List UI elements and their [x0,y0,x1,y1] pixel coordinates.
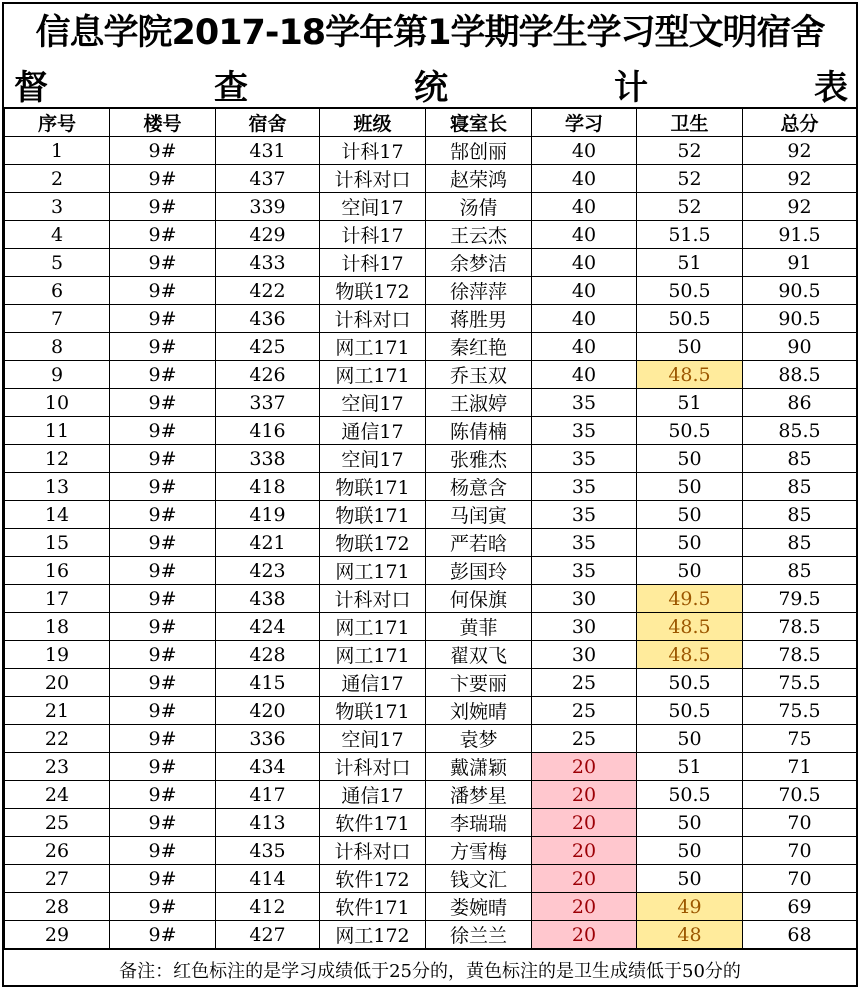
cell-class[interactable]: 物联171 [320,697,426,725]
cell-total[interactable]: 92 [743,165,857,193]
cell-study[interactable]: 35 [532,417,637,445]
cell-hygiene[interactable]: 48.5 [637,613,743,641]
table-row [5,809,857,837]
cell-index[interactable]: 27 [5,865,110,893]
cell-index[interactable]: 6 [5,277,110,305]
cell-dorm[interactable]: 423 [216,557,320,585]
cell-index[interactable]: 3 [5,193,110,221]
cell-leader[interactable]: 潘梦星 [426,781,532,809]
cell-study[interactable]: 35 [532,473,637,501]
cell-building[interactable]: 9# [110,865,216,893]
cell-total[interactable]: 70 [743,865,857,893]
cell-building[interactable]: 9# [110,893,216,921]
cell-study[interactable]: 35 [532,445,637,473]
table-row [5,529,857,557]
cell-class[interactable]: 软件171 [320,893,426,921]
cell-class[interactable]: 网工171 [320,641,426,669]
cell-index[interactable]: 19 [5,641,110,669]
header-cell-index[interactable]: 序号 [5,108,110,137]
cell-building[interactable]: 9# [110,529,216,557]
cell-class[interactable]: 物联171 [320,501,426,529]
cell-dorm[interactable]: 424 [216,613,320,641]
cell-class[interactable]: 计科17 [320,249,426,277]
cell-dorm[interactable]: 339 [216,193,320,221]
cell-study[interactable]: 20 [532,865,637,893]
cell-total[interactable]: 86 [743,389,857,417]
cell-class[interactable]: 空间17 [320,389,426,417]
cell-class[interactable]: 计科对口 [320,585,426,613]
cell-dorm[interactable]: 413 [216,809,320,837]
cell-building[interactable]: 9# [110,725,216,753]
cell-hygiene[interactable]: 52 [637,137,743,165]
cell-total[interactable]: 85 [743,501,857,529]
table-row [5,249,857,277]
cell-building[interactable]: 9# [110,641,216,669]
cell-hygiene[interactable]: 51 [637,389,743,417]
cell-index[interactable]: 13 [5,473,110,501]
cell-dorm[interactable]: 414 [216,865,320,893]
cell-study[interactable]: 30 [532,641,637,669]
cell-leader[interactable]: 娄婉晴 [426,893,532,921]
cell-leader[interactable]: 杨意含 [426,473,532,501]
cell-total[interactable]: 92 [743,137,857,165]
cell-study[interactable]: 40 [532,137,637,165]
cell-leader[interactable]: 徐兰兰 [426,921,532,949]
cell-study[interactable]: 25 [532,669,637,697]
cell-dorm[interactable]: 427 [216,921,320,949]
cell-class[interactable]: 计科对口 [320,305,426,333]
cell-building[interactable]: 9# [110,389,216,417]
cell-dorm[interactable]: 431 [216,137,320,165]
cell-total[interactable]: 71 [743,753,857,781]
cell-total[interactable]: 91.5 [743,221,857,249]
cell-hygiene[interactable]: 48 [637,921,743,949]
cell-building[interactable]: 9# [110,557,216,585]
cell-hygiene[interactable]: 52 [637,193,743,221]
cell-total[interactable]: 90.5 [743,277,857,305]
cell-index[interactable]: 16 [5,557,110,585]
cell-class[interactable]: 计科对口 [320,753,426,781]
cell-total[interactable]: 75 [743,725,857,753]
cell-class[interactable]: 软件171 [320,809,426,837]
cell-index[interactable]: 22 [5,725,110,753]
cell-building[interactable]: 9# [110,473,216,501]
cell-total[interactable]: 92 [743,193,857,221]
cell-study[interactable]: 30 [532,585,637,613]
cell-building[interactable]: 9# [110,501,216,529]
table-row [5,697,857,725]
cell-building[interactable]: 9# [110,669,216,697]
cell-index[interactable]: 1 [5,137,110,165]
cell-class[interactable]: 空间17 [320,193,426,221]
table-row [5,585,857,613]
cell-class[interactable]: 空间17 [320,445,426,473]
cell-total[interactable]: 75.5 [743,669,857,697]
cell-study[interactable]: 35 [532,529,637,557]
cell-hygiene[interactable]: 50 [637,809,743,837]
cell-total[interactable]: 85.5 [743,417,857,445]
cell-index[interactable]: 5 [5,249,110,277]
cell-study[interactable]: 25 [532,697,637,725]
cell-hygiene[interactable]: 51 [637,753,743,781]
cell-hygiene[interactable]: 50 [637,837,743,865]
cell-dorm[interactable]: 437 [216,165,320,193]
cell-hygiene[interactable]: 48.5 [637,641,743,669]
cell-class[interactable]: 网工171 [320,613,426,641]
cell-class[interactable]: 物联171 [320,473,426,501]
cell-total[interactable]: 78.5 [743,641,857,669]
cell-class[interactable]: 计科17 [320,221,426,249]
cell-leader[interactable]: 戴潇颖 [426,753,532,781]
cell-building[interactable]: 9# [110,417,216,445]
cell-building[interactable]: 9# [110,165,216,193]
cell-class[interactable]: 通信17 [320,669,426,697]
cell-leader[interactable]: 钱文汇 [426,865,532,893]
subtitle-char: 统 [414,68,448,108]
cell-leader[interactable]: 何保旗 [426,585,532,613]
cell-index[interactable]: 14 [5,501,110,529]
cell-dorm[interactable]: 426 [216,361,320,389]
cell-building[interactable]: 9# [110,921,216,949]
cell-hygiene[interactable]: 50 [637,501,743,529]
table-row [5,221,857,249]
table-row [5,445,857,473]
table-row [5,865,857,893]
cell-study[interactable]: 25 [532,725,637,753]
cell-study[interactable]: 35 [532,389,637,417]
cell-leader[interactable]: 陈倩楠 [426,417,532,445]
cell-dorm[interactable]: 420 [216,697,320,725]
cell-class[interactable]: 空间17 [320,725,426,753]
cell-hygiene[interactable]: 50 [637,333,743,361]
cell-hygiene[interactable]: 50 [637,529,743,557]
cell-total[interactable]: 70 [743,837,857,865]
cell-dorm[interactable]: 428 [216,641,320,669]
cell-leader[interactable]: 蒋胜男 [426,305,532,333]
cell-hygiene[interactable]: 49 [637,893,743,921]
cell-leader[interactable]: 郜创丽 [426,137,532,165]
dorm-score-table [4,107,857,949]
cell-hygiene[interactable]: 50.5 [637,277,743,305]
cell-dorm[interactable]: 438 [216,585,320,613]
cell-class[interactable]: 通信17 [320,417,426,445]
table-body [5,137,857,949]
cell-building[interactable]: 9# [110,781,216,809]
cell-dorm[interactable]: 412 [216,893,320,921]
table-row [5,361,857,389]
cell-index[interactable]: 8 [5,333,110,361]
cell-total[interactable]: 70.5 [743,781,857,809]
cell-leader[interactable]: 方雪梅 [426,837,532,865]
cell-study[interactable]: 20 [532,893,637,921]
cell-class[interactable]: 计科对口 [320,837,426,865]
cell-hygiene[interactable]: 50.5 [637,697,743,725]
header-cell-leader[interactable]: 寝室长 [426,108,532,137]
cell-building[interactable]: 9# [110,333,216,361]
cell-leader[interactable]: 马闰寅 [426,501,532,529]
cell-total[interactable]: 78.5 [743,613,857,641]
table-row [5,333,857,361]
cell-building[interactable]: 9# [110,137,216,165]
cell-study[interactable]: 20 [532,837,637,865]
header-row [5,108,857,137]
cell-total[interactable]: 85 [743,557,857,585]
cell-total[interactable]: 69 [743,893,857,921]
cell-index[interactable]: 9 [5,361,110,389]
cell-dorm[interactable]: 422 [216,277,320,305]
header-cell-dorm[interactable]: 宿舍 [216,108,320,137]
cell-study[interactable]: 20 [532,809,637,837]
spreadsheet [2,2,858,987]
table-row [5,389,857,417]
table-row [5,725,857,753]
cell-index[interactable]: 4 [5,221,110,249]
cell-dorm[interactable]: 421 [216,529,320,557]
cell-study[interactable]: 40 [532,221,637,249]
cell-dorm[interactable]: 435 [216,837,320,865]
table-row [5,473,857,501]
cell-hygiene[interactable]: 50 [637,725,743,753]
table-row [5,165,857,193]
cell-hygiene[interactable]: 50.5 [637,305,743,333]
subtitle-char: 督 [14,68,48,108]
cell-leader[interactable]: 乔玉双 [426,361,532,389]
cell-index[interactable]: 20 [5,669,110,697]
cell-leader[interactable]: 徐萍萍 [426,277,532,305]
page-title: 信息学院2017-18学年第1学期学生学习型文明宿舍 [35,13,825,53]
cell-building[interactable]: 9# [110,697,216,725]
cell-leader[interactable]: 秦红艳 [426,333,532,361]
subtitle-char: 查 [214,68,248,108]
cell-hygiene[interactable]: 50.5 [637,669,743,697]
cell-index[interactable]: 12 [5,445,110,473]
cell-study[interactable]: 35 [532,501,637,529]
cell-total[interactable]: 85 [743,529,857,557]
cell-study[interactable]: 20 [532,781,637,809]
cell-leader[interactable]: 严若晗 [426,529,532,557]
cell-leader[interactable]: 王淑婷 [426,389,532,417]
cell-total[interactable]: 88.5 [743,361,857,389]
cell-total[interactable]: 68 [743,921,857,949]
cell-dorm[interactable]: 417 [216,781,320,809]
cell-hygiene[interactable]: 50 [637,865,743,893]
cell-class[interactable]: 计科17 [320,137,426,165]
cell-study[interactable]: 30 [532,613,637,641]
table-row [5,277,857,305]
cell-building[interactable]: 9# [110,585,216,613]
cell-leader[interactable]: 卞要丽 [426,669,532,697]
cell-hygiene[interactable]: 50.5 [637,781,743,809]
table-row [5,641,857,669]
cell-hygiene[interactable]: 48.5 [637,361,743,389]
cell-study[interactable]: 20 [532,753,637,781]
cell-dorm[interactable]: 415 [216,669,320,697]
cell-index[interactable]: 24 [5,781,110,809]
cell-class[interactable]: 网工171 [320,361,426,389]
cell-building[interactable]: 9# [110,249,216,277]
cell-leader[interactable]: 袁梦 [426,725,532,753]
cell-total[interactable]: 85 [743,445,857,473]
table-row [5,837,857,865]
cell-building[interactable]: 9# [110,305,216,333]
header-cell-hygiene[interactable]: 卫生 [637,108,743,137]
cell-leader[interactable]: 翟双飞 [426,641,532,669]
cell-leader[interactable]: 汤倩 [426,193,532,221]
cell-hygiene[interactable]: 51 [637,249,743,277]
cell-class[interactable]: 软件172 [320,865,426,893]
cell-hygiene[interactable]: 50.5 [637,417,743,445]
cell-hygiene[interactable]: 49.5 [637,585,743,613]
cell-dorm[interactable]: 433 [216,249,320,277]
cell-building[interactable]: 9# [110,193,216,221]
cell-class[interactable]: 物联172 [320,277,426,305]
cell-leader[interactable]: 黄菲 [426,613,532,641]
cell-leader[interactable]: 张雅杰 [426,445,532,473]
cell-dorm[interactable]: 337 [216,389,320,417]
table-row [5,501,857,529]
table-row [5,417,857,445]
cell-index[interactable]: 26 [5,837,110,865]
cell-total[interactable]: 70 [743,809,857,837]
cell-building[interactable]: 9# [110,221,216,249]
subtitle-char: 计 [614,68,648,108]
table-row [5,557,857,585]
cell-leader[interactable]: 刘婉晴 [426,697,532,725]
cell-class[interactable]: 网工171 [320,557,426,585]
table-row [5,781,857,809]
cell-leader[interactable]: 李瑞瑞 [426,809,532,837]
cell-study[interactable]: 35 [532,557,637,585]
cell-index[interactable]: 28 [5,893,110,921]
cell-study[interactable]: 40 [532,165,637,193]
header-cell-class[interactable]: 班级 [320,108,426,137]
cell-building[interactable]: 9# [110,753,216,781]
cell-index[interactable]: 18 [5,613,110,641]
cell-class[interactable]: 网工171 [320,333,426,361]
cell-building[interactable]: 9# [110,277,216,305]
table-row [5,305,857,333]
footnote: 备注：红色标注的是学习成绩低于25分的，黄色标注的是卫生成绩低于50分的 [4,949,856,994]
cell-class[interactable]: 网工172 [320,921,426,949]
subtitle-char: 表 [814,68,848,108]
cell-leader[interactable]: 余梦洁 [426,249,532,277]
header-cell-total[interactable]: 总分 [743,108,857,137]
table-row [5,893,857,921]
cell-hygiene[interactable]: 50 [637,473,743,501]
table-row [5,921,857,949]
cell-dorm[interactable]: 336 [216,725,320,753]
cell-dorm[interactable]: 419 [216,501,320,529]
cell-hygiene[interactable]: 51.5 [637,221,743,249]
cell-total[interactable]: 85 [743,473,857,501]
table-row [5,613,857,641]
cell-total[interactable]: 75.5 [743,697,857,725]
header-cell-study[interactable]: 学习 [532,108,637,137]
cell-dorm[interactable]: 429 [216,221,320,249]
page-subtitle [4,62,856,107]
cell-study[interactable]: 40 [532,333,637,361]
cell-index[interactable]: 11 [5,417,110,445]
cell-building[interactable]: 9# [110,809,216,837]
cell-building[interactable]: 9# [110,837,216,865]
cell-building[interactable]: 9# [110,445,216,473]
table-row [5,753,857,781]
cell-class[interactable]: 物联172 [320,529,426,557]
cell-index[interactable]: 15 [5,529,110,557]
cell-study[interactable]: 40 [532,193,637,221]
cell-hygiene[interactable]: 50 [637,557,743,585]
cell-dorm[interactable]: 436 [216,305,320,333]
cell-index[interactable]: 21 [5,697,110,725]
cell-study[interactable]: 20 [532,921,637,949]
cell-class[interactable]: 计科对口 [320,165,426,193]
header-cell-building[interactable]: 楼号 [110,108,216,137]
cell-study[interactable]: 40 [532,361,637,389]
cell-study[interactable]: 40 [532,305,637,333]
cell-total[interactable]: 90 [743,333,857,361]
table-row [5,669,857,697]
cell-hygiene[interactable]: 52 [637,165,743,193]
cell-index[interactable]: 23 [5,753,110,781]
cell-building[interactable]: 9# [110,361,216,389]
table-row [5,193,857,221]
cell-dorm[interactable]: 416 [216,417,320,445]
cell-index[interactable]: 25 [5,809,110,837]
cell-index[interactable]: 17 [5,585,110,613]
cell-class[interactable]: 通信17 [320,781,426,809]
cell-dorm[interactable]: 418 [216,473,320,501]
cell-dorm[interactable]: 425 [216,333,320,361]
cell-index[interactable]: 2 [5,165,110,193]
cell-index[interactable]: 7 [5,305,110,333]
cell-index[interactable]: 29 [5,921,110,949]
cell-leader[interactable]: 赵荣鸿 [426,165,532,193]
cell-study[interactable]: 40 [532,249,637,277]
cell-total[interactable]: 90.5 [743,305,857,333]
cell-hygiene[interactable]: 50 [637,445,743,473]
cell-leader[interactable]: 王云杰 [426,221,532,249]
cell-building[interactable]: 9# [110,613,216,641]
cell-leader[interactable]: 彭国玲 [426,557,532,585]
table-row [5,137,857,165]
cell-index[interactable]: 10 [5,389,110,417]
cell-study[interactable]: 40 [532,277,637,305]
cell-dorm[interactable]: 338 [216,445,320,473]
cell-dorm[interactable]: 434 [216,753,320,781]
cell-total[interactable]: 91 [743,249,857,277]
cell-total[interactable]: 79.5 [743,585,857,613]
